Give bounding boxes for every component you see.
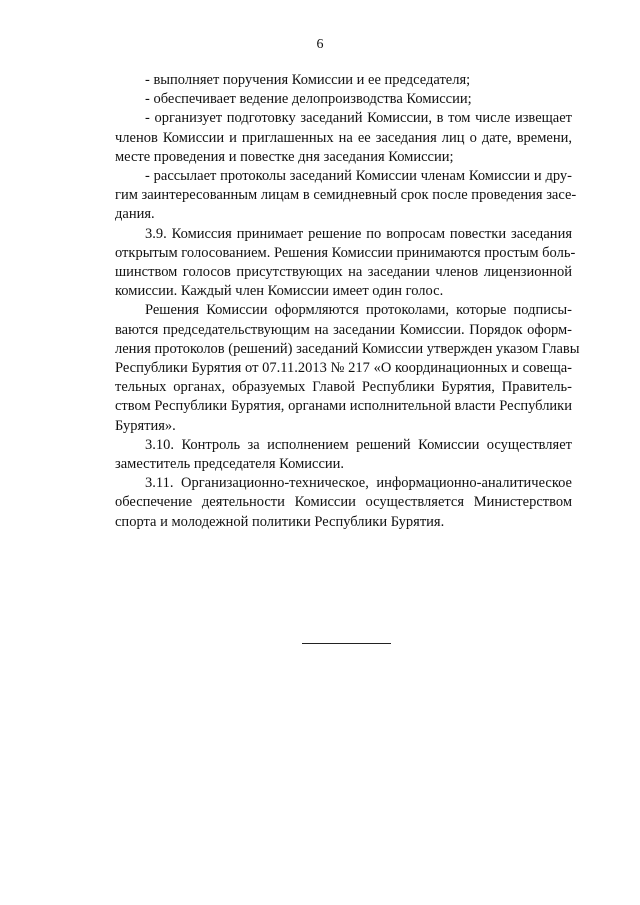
text-line: шинством голосов присутствующих на заседании членов лицензионной [115,264,572,281]
text-line: членов Комиссии и приглашенных на ее заседания лиц о дате, времени, [115,129,572,146]
text-line: ления протоколов (решений) заседаний Комиссии утвержден указом Главы [115,340,580,357]
end-of-document-rule [302,643,391,644]
text-line: спорта и молодежной политики Республики Бурятия. [115,513,445,530]
text-line: Бурятия». [115,417,176,434]
paragraph-decisions-protocols [115,301,580,435]
paragraph-bullet-organizes-meetings [115,109,572,167]
text-line: 3.11. Организационно-техническое, информационно-аналитическое [145,475,572,492]
text-line: 3.10. Контроль за исполнением решений Комиссии осуществляет [145,436,572,453]
text-line: - обеспечивает ведение делопроизводства Комиссии; [145,91,472,108]
text-line: ваются председательствующим на заседании Комиссии. Порядок оформ- [115,321,572,338]
text-line: комиссии. Каждый член Комиссии имеет один голос. [115,283,444,300]
text-line: - организует подготовку заседаний Комиссии, в том числе извещает [145,110,572,127]
paragraph-clause-3-11 [115,474,572,532]
paragraph-bullet-distributes-protocols [115,167,577,225]
paragraph-clause-3-9 [115,225,576,302]
text-line: обеспечение деятельности Комиссии осуществляется Министерством [115,494,572,511]
text-line: дания. [115,206,155,223]
text-line: 3.9. Комиссия принимает решение по вопросам повестки заседания [145,225,572,242]
text-line: заместитель председателя Комиссии. [115,456,345,473]
text-line: Республики Бурятия от 07.11.2013 № 217 «О координационных и совеща- [115,360,572,377]
text-line: тельных органах, образуемых Главой Республики Бурятия, Правитель- [115,379,572,396]
text-line: гим заинтересованным лицам в семидневный срок после проведения засе- [115,187,577,204]
paragraph-bullet-records-management [115,90,572,109]
text-line: Решения Комиссии оформляются протоколами, которые подписы- [145,302,572,319]
text-line: - рассылает протоколы заседаний Комиссии членам Комиссии и дру- [145,168,572,185]
paragraph-clause-3-10 [115,436,572,474]
document-body [115,71,580,532]
text-line: открытым голосованием. Решения Комиссии принимаются простым боль- [115,244,576,261]
text-line: месте проведения и повестке дня заседания Комиссии; [115,148,454,165]
text-line: ством Республики Бурятия, органами исполнительной власти Республики [115,398,572,415]
text-line: - выполняет поручения Комиссии и ее председателя; [145,72,471,88]
paragraph-bullet-executes-orders [115,71,572,90]
page-number: 6 [316,37,324,52]
